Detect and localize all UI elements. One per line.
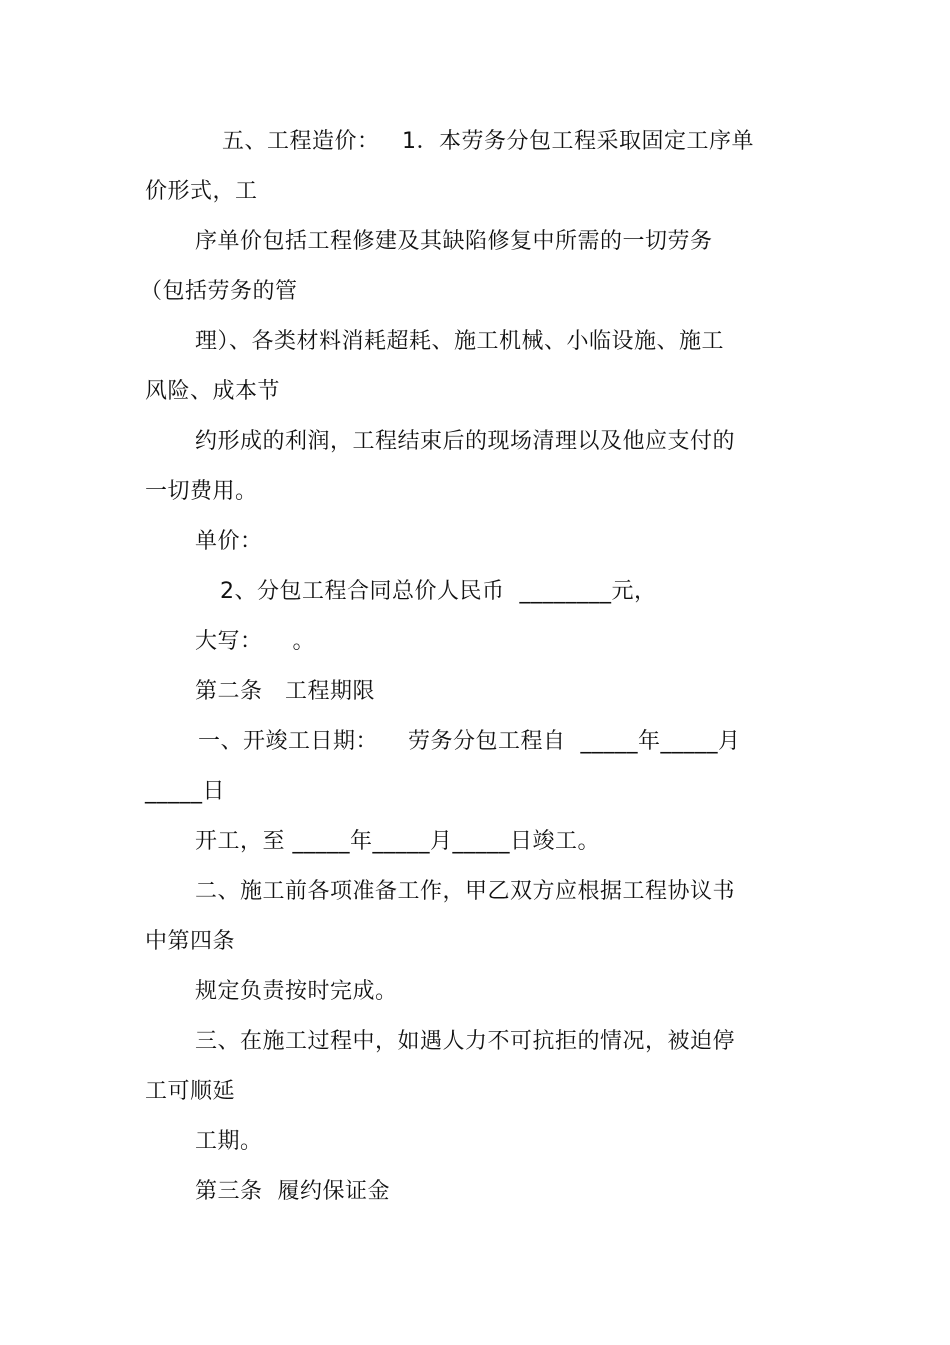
text-line: 理）、各类材料消耗超耗、施工机械、小临设施、施工 [195, 329, 725, 354]
text-line: 中第四条 [145, 929, 236, 954]
text-line: 二、施工前各项准备工作，甲乙双方应根据工程协议书 [195, 879, 736, 904]
text-line: 风险、成本节 [145, 379, 281, 404]
text-line: 价形式，工 [145, 179, 258, 204]
completion-date-line: 开工，至 _____年_____月_____日竣工。 [195, 829, 600, 854]
amount-in-words-line: 大写： 。 [195, 629, 315, 654]
unit-price-line: 单价： [195, 529, 263, 554]
total-price-line: 2、分包工程合同总价人民币 ________元， [220, 579, 657, 604]
text-line: （包括劳务的管 [140, 279, 298, 304]
text-line: 约形成的利润，工程结束后的现场清理以及他应支付的 [195, 429, 736, 454]
text-line: 规定负责按时完成。 [195, 979, 398, 1004]
text-line: 工期。 [195, 1129, 263, 1154]
text-line: 工可顺延 [145, 1079, 236, 1104]
text-line: 三、在施工过程中，如遇人力不可抗拒的情况，被迫停 [195, 1029, 736, 1054]
text-line: _____日 [145, 779, 226, 804]
article-three-heading: 第三条 履约保证金 [195, 1179, 390, 1204]
start-date-line: 一、开竣工日期： 劳务分包工程自 _____年_____月 [198, 729, 741, 754]
price-section-heading: 五、工程造价： 1．本劳务分包工程采取固定工序单 [222, 129, 754, 154]
text-line: 一切费用。 [145, 479, 258, 504]
article-two-heading: 第二条 工程期限 [195, 679, 375, 704]
text-line: 序单价包括工程修建及其缺陷修复中所需的一切劳务 [195, 229, 713, 254]
